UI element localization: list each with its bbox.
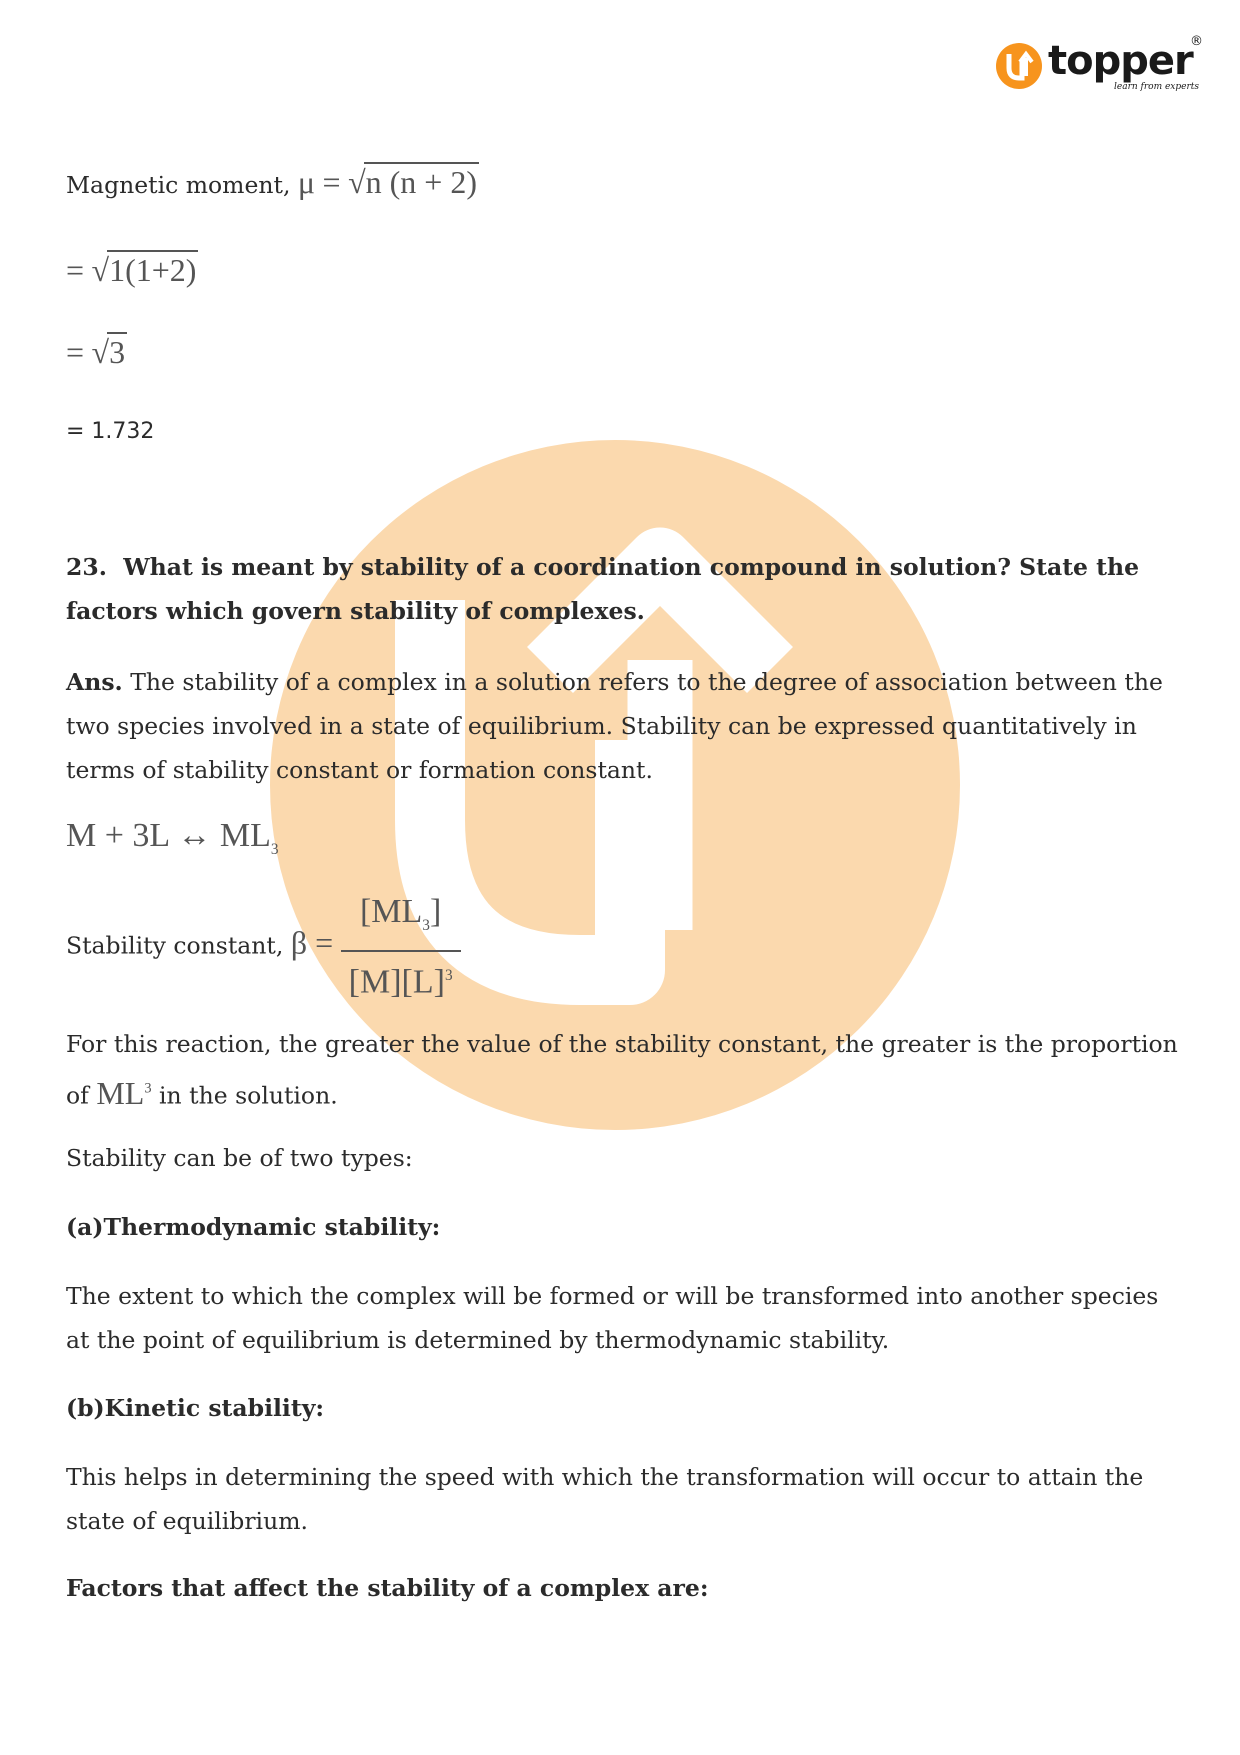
radical-sign: √ <box>348 164 366 200</box>
sqrt-step1 <box>92 248 199 292</box>
stability-fraction <box>341 890 461 1004</box>
radical-sign: √ <box>91 334 110 370</box>
kinetic-text: This helps in determining the speed with which the transformation will occur to attain the state of equilibrium. <box>66 1463 1144 1535</box>
proportion-ml-text: ML <box>96 1074 145 1111</box>
factors-heading: Factors that affect the stability of a complex are: <box>66 1574 709 1602</box>
fraction-numerator <box>341 890 461 952</box>
equation-right-sub: 3 <box>270 840 279 858</box>
brand-registered: ® <box>1190 34 1203 49</box>
proportion-post: in the solution. <box>159 1081 338 1110</box>
magnetic-moment-line <box>66 160 479 207</box>
result-line: = 1.732 <box>66 419 155 444</box>
proportion-line-2 <box>66 1066 338 1118</box>
mu-equals: = <box>322 164 341 200</box>
answer-paragraph <box>66 660 1176 792</box>
radicand-step2: 3 <box>109 334 126 370</box>
proportion-ml-sup: 3 <box>144 1080 152 1096</box>
radicand-n: n (n + 2) <box>365 164 477 200</box>
question-number: 23. <box>66 553 107 581</box>
thermo-text: The extent to which the complex will be formed or will be transformed into another species at the point of equilibrium is determined by thermodynamic stability. <box>66 1282 1159 1354</box>
equation-left: M + 3L <box>66 817 169 854</box>
answer-label: Ans. <box>66 668 123 696</box>
proportion-pre: of <box>66 1081 89 1110</box>
magnetic-label: Magnetic moment, <box>66 171 291 199</box>
answer-text: The stability of a complex in a solution refers to the degree of association between the two species involved in a state of equilibrium. Stability can be expressed quantitatively in terms of stability constant or formation constant. <box>66 668 1163 784</box>
numerator-ml: [ML <box>359 893 423 930</box>
numerator-sub: 3 <box>422 916 430 934</box>
step-1-line <box>66 248 198 295</box>
denominator-sup: 3 <box>444 966 453 984</box>
equation-arrow: ↔ <box>177 817 212 854</box>
denominator-ml: [M][L] <box>348 963 445 1001</box>
types-intro: Stability can be of two types: <box>66 1144 413 1172</box>
radicand-step1: 1(1+2) <box>109 252 197 288</box>
thermo-heading: (a)Thermodynamic stability: <box>66 1213 441 1241</box>
brand-logo <box>994 34 1204 108</box>
step-2-line <box>66 330 127 377</box>
equilibrium-equation <box>66 814 279 872</box>
fraction-denominator <box>341 952 461 1004</box>
stability-constant-line <box>66 890 461 1004</box>
mu-symbol: μ <box>297 164 316 200</box>
step1-equals: = <box>66 252 85 288</box>
stability-label: Stability constant, <box>66 931 284 960</box>
step2-equals: = <box>66 334 85 370</box>
radical-sign: √ <box>91 252 110 288</box>
equation-right: ML <box>219 817 271 854</box>
kinetic-heading: (b)Kinetic stability: <box>66 1394 325 1422</box>
sqrt-step2 <box>92 330 128 374</box>
proportion-line-1: For this reaction, the greater the value of the stability constant, the greater is the proportion <box>66 1030 1178 1058</box>
sqrt-n <box>348 160 479 204</box>
proportion-ml <box>96 1075 151 1111</box>
brand-name: topper <box>1048 38 1193 84</box>
question-text: What is meant by stability of a coordination compound in solution? State the factors which govern stability of complexes. <box>66 553 1140 625</box>
beta-symbol: β = <box>290 924 334 961</box>
numerator-close: ] <box>429 893 442 930</box>
brand-tagline: learn from experts <box>1114 82 1200 92</box>
question-23 <box>66 545 1176 633</box>
